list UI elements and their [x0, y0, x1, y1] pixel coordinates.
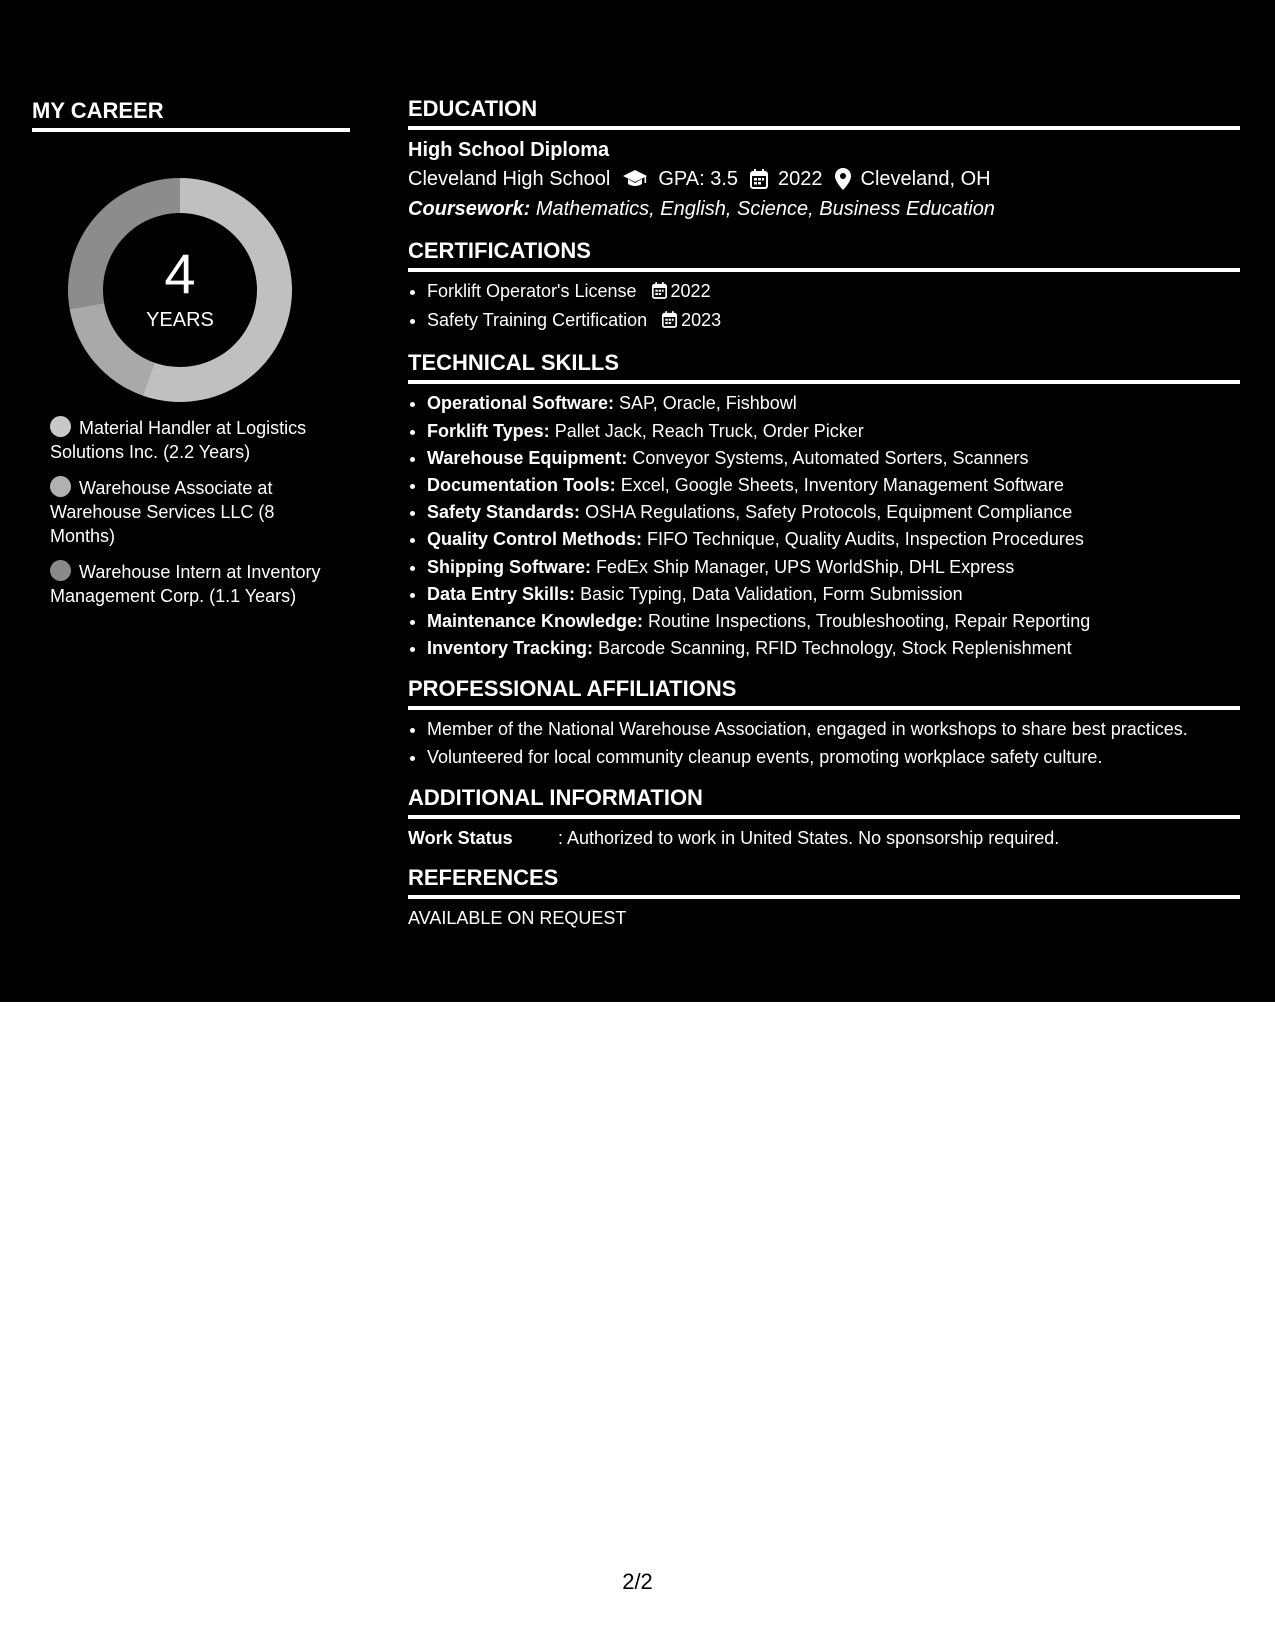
career-dot-icon	[50, 560, 71, 581]
career-total-unit: YEARS	[146, 309, 214, 331]
career-item	[50, 476, 332, 548]
graduation-cap-icon	[622, 169, 648, 189]
career-sidebar	[32, 96, 352, 620]
skill-item	[427, 608, 1240, 635]
certification-item	[427, 307, 1240, 336]
coursework-value: Mathematics, English, Science, Business Education	[535, 198, 995, 220]
education-heading: EDUCATION	[408, 94, 1240, 130]
skill-item	[427, 418, 1240, 445]
affiliation-item: • Volunteered for local community cleanup events, promoting workplace safety culture.	[427, 744, 1240, 771]
career-donut-chart	[32, 174, 352, 414]
technical-skills-section	[408, 348, 1240, 662]
career-item-text: Material Handler at Logistics Solutions Inc. (2.2 Years)	[50, 418, 307, 462]
references-section	[408, 863, 1240, 931]
skill-label: Safety Standards:	[427, 502, 581, 523]
calendar-icon	[662, 309, 677, 336]
skill-value: Basic Typing, Data Validation, Form Submission	[580, 583, 963, 604]
coursework-label: Coursework:	[408, 198, 531, 220]
skill-item	[427, 499, 1240, 526]
work-status-label: Work Status	[408, 827, 513, 848]
calendar-icon	[750, 169, 768, 189]
education-coursework	[408, 194, 1240, 224]
technical-skills-heading: TECHNICAL SKILLS	[408, 348, 1240, 384]
skill-item	[427, 581, 1240, 608]
career-item	[50, 560, 332, 608]
certifications-list	[408, 278, 1240, 336]
skill-value: OSHA Regulations, Safety Protocols, Equipment Compliance	[585, 502, 1073, 523]
career-dot-icon	[50, 476, 71, 497]
education-gpa: GPA: 3.5	[658, 168, 739, 190]
education-degree: High School Diploma	[408, 139, 610, 161]
education-section	[408, 94, 1240, 224]
skill-value: Pallet Jack, Reach Truck, Order Picker	[554, 420, 864, 441]
work-status-row	[408, 825, 1240, 851]
education-details	[408, 164, 1240, 194]
skill-label: Inventory Tracking:	[427, 638, 594, 659]
skill-label: Quality Control Methods:	[427, 529, 642, 550]
affiliation-item: • Member of the National Warehouse Association, engaged in workshops to share best practices.	[427, 716, 1240, 743]
skill-label: Warehouse Equipment:	[427, 447, 628, 468]
career-total-years: 4	[164, 242, 196, 305]
skill-label: Data Entry Skills:	[427, 583, 576, 604]
technical-skills-list	[408, 390, 1240, 662]
skill-item	[427, 635, 1240, 662]
skill-value: Conveyor Systems, Automated Sorters, Scanners	[632, 447, 1029, 468]
certification-name: Safety Training Certification	[427, 310, 648, 331]
certification-item	[427, 278, 1240, 307]
career-item	[50, 416, 332, 464]
references-heading: REFERENCES	[408, 863, 1240, 899]
skill-label: Forklift Types:	[427, 420, 550, 441]
main-content	[408, 94, 1240, 943]
skill-value: SAP, Oracle, Fishbowl	[619, 393, 797, 414]
certifications-heading: CERTIFICATIONS	[408, 236, 1240, 272]
work-status-value: : Authorized to work in United States. No sponsorship required.	[558, 827, 1060, 848]
skill-label: Maintenance Knowledge:	[427, 611, 644, 632]
certification-year: 2023	[681, 310, 722, 331]
skill-item	[427, 526, 1240, 553]
skill-value: FIFO Technique, Quality Audits, Inspection Procedures	[647, 529, 1084, 550]
references-text: AVAILABLE ON REQUEST	[408, 907, 627, 928]
page-number: 2/2	[622, 1569, 653, 1594]
career-heading: MY CAREER	[32, 96, 350, 132]
skill-item	[427, 445, 1240, 472]
career-item-text: Warehouse Intern at Inventory Management Corp. (1.1 Years)	[50, 562, 321, 606]
skill-value: Barcode Scanning, RFID Technology, Stock Replenishment	[598, 638, 1072, 659]
location-pin-icon	[835, 168, 851, 190]
additional-info-heading: ADDITIONAL INFORMATION	[408, 783, 1240, 819]
education-location: Cleveland, OH	[860, 168, 991, 190]
affiliations-section	[408, 674, 1240, 770]
career-list	[32, 416, 332, 608]
affiliations-heading: PROFESSIONAL AFFILIATIONS	[408, 674, 1240, 710]
skill-item	[427, 390, 1240, 417]
certifications-section	[408, 236, 1240, 336]
skill-label: Operational Software:	[427, 393, 615, 414]
affiliations-list	[408, 716, 1240, 770]
skill-value: Excel, Google Sheets, Inventory Management Software	[620, 475, 1064, 496]
skill-item	[427, 472, 1240, 499]
skill-item	[427, 554, 1240, 581]
additional-info-section	[408, 783, 1240, 851]
education-school: Cleveland High School	[408, 168, 611, 190]
certification-year: 2022	[670, 281, 711, 301]
education-year: 2022	[778, 168, 823, 190]
skill-value: FedEx Ship Manager, UPS WorldShip, DHL Express	[596, 556, 1015, 577]
skill-label: Documentation Tools:	[427, 475, 616, 496]
skill-value: Routine Inspections, Troubleshooting, Repair Reporting	[648, 611, 1091, 632]
certification-name: Forklift Operator's License	[427, 281, 637, 301]
skill-label: Shipping Software:	[427, 556, 591, 577]
calendar-icon	[652, 280, 667, 307]
career-dot-icon	[50, 416, 71, 437]
career-item-text: Warehouse Associate at Warehouse Services LLC (8 Months)	[50, 478, 275, 546]
